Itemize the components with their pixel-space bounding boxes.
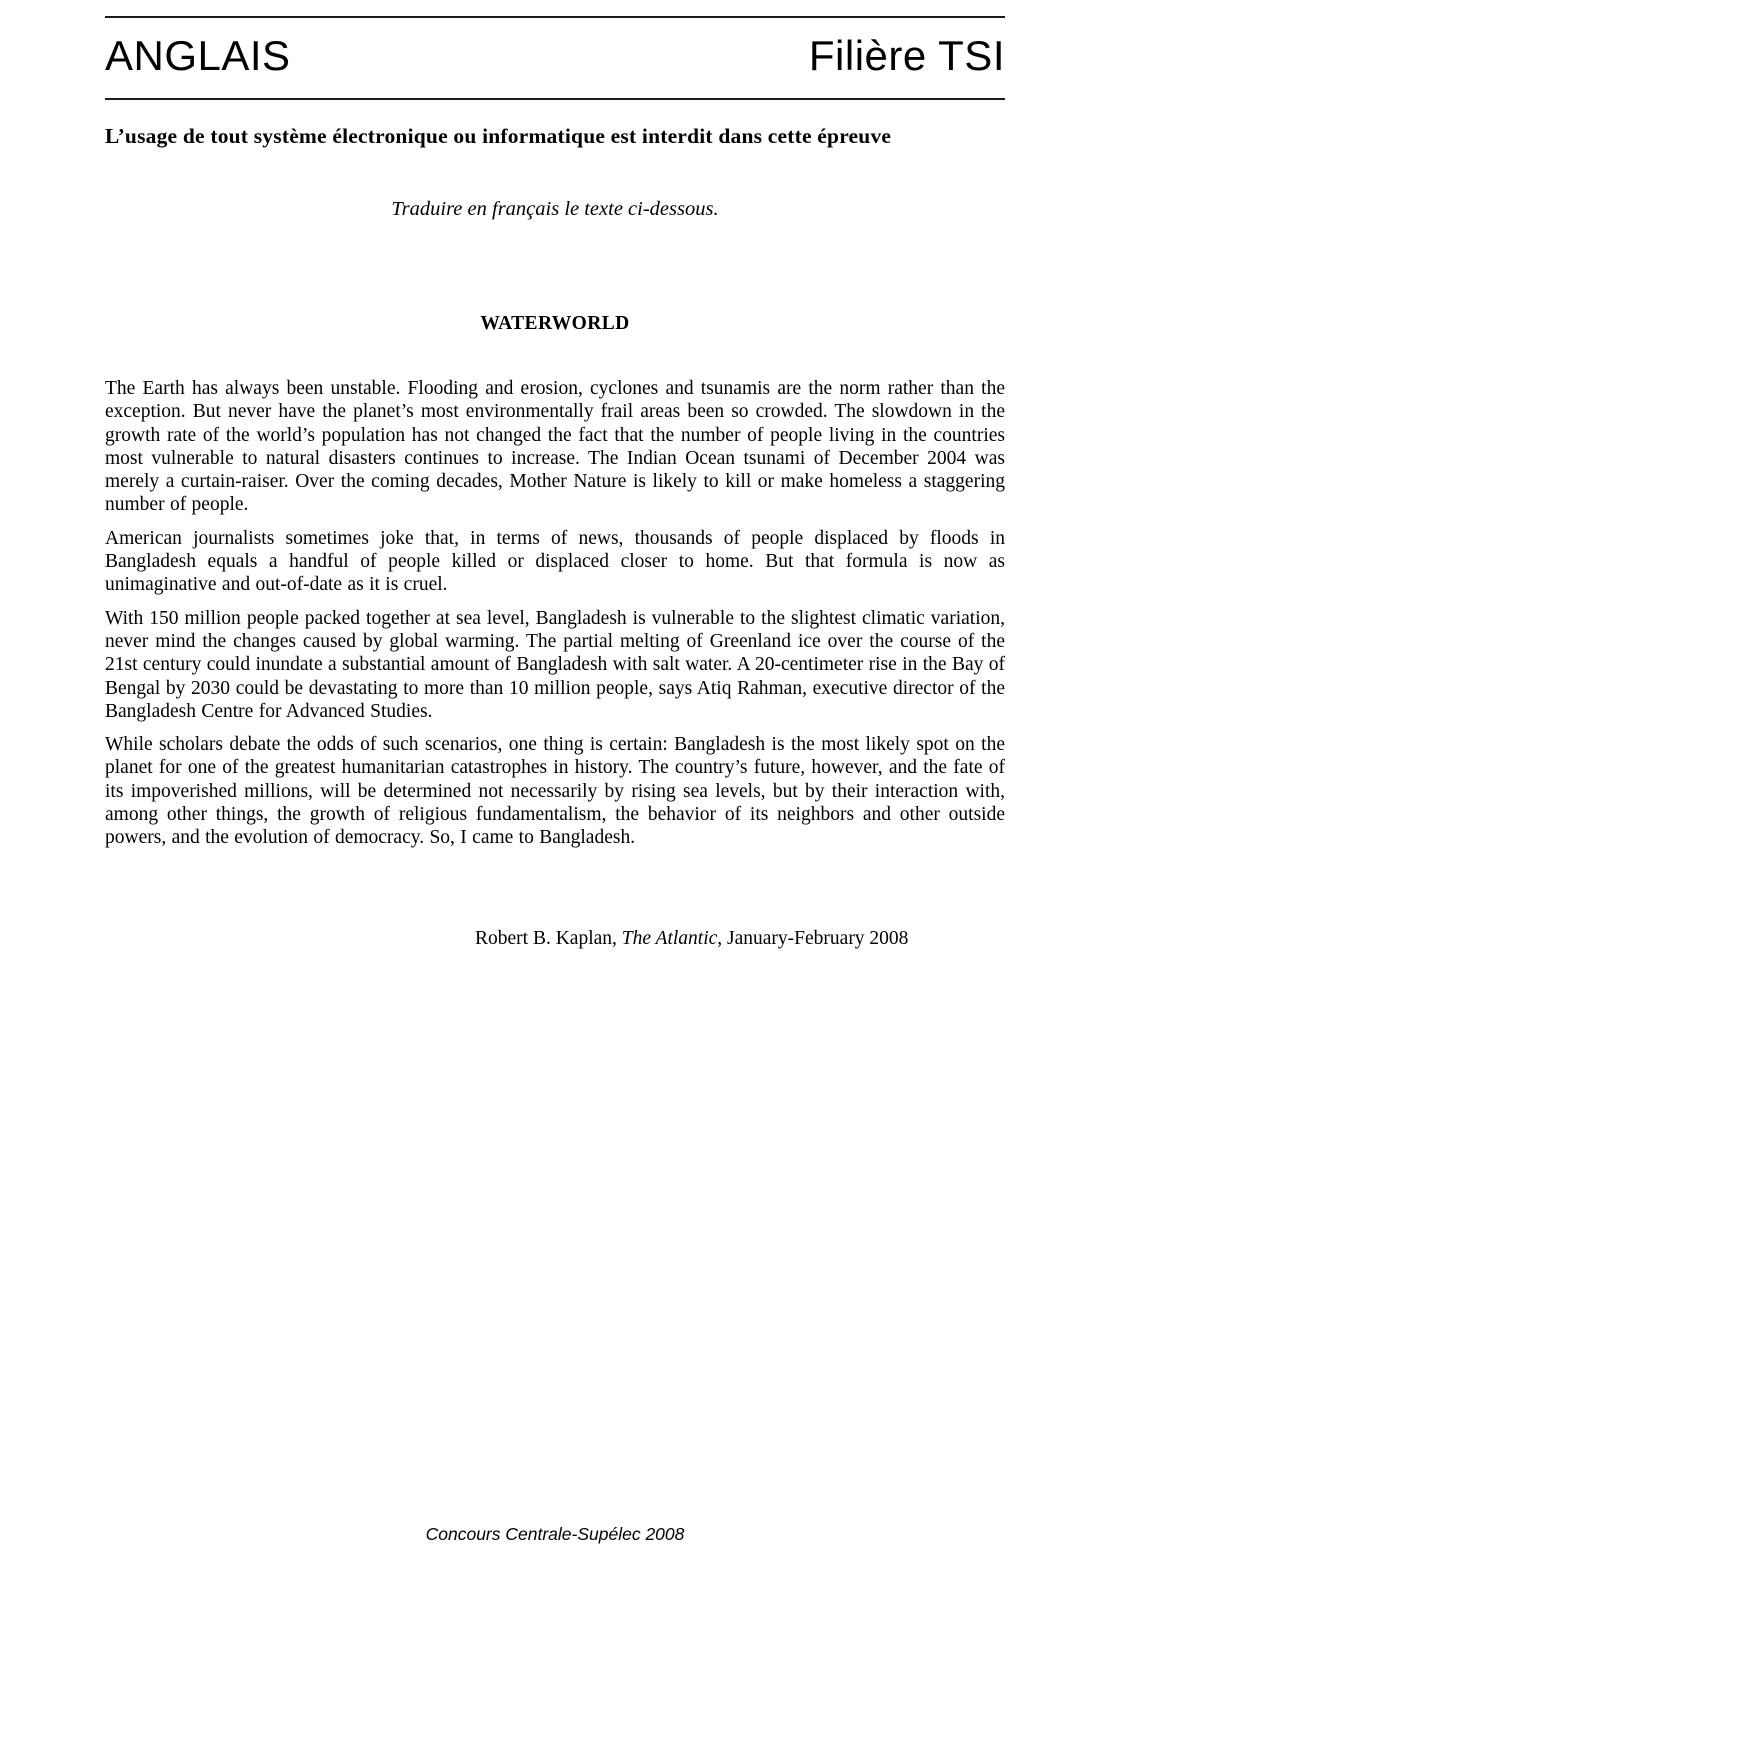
attribution-line	[475, 928, 1005, 950]
text-title: WATERWORLD	[480, 313, 630, 334]
attribution-author: Robert B. Kaplan,	[475, 927, 622, 949]
footer-text: Concours Centrale-Supélec 2008	[425, 1524, 685, 1544]
paragraph-1: The Earth has always been unstable. Flooding and erosion, cyclones and tsunamis are the norm rather than the exception. But never have the planet’s most environmentally frail areas been so crowded. The slowdown in the growth rate of the world’s population has not changed the fact that the number of people living in the countries most vulnerable to natural disasters continues to increase. The Indian Ocean tsunami of December 2004 was merely a curtain-raiser. Over the coming decades, Mother Nature is likely to kill or make homeless a staggering number of people.	[105, 378, 1005, 516]
text-body	[105, 377, 1005, 850]
attribution-date: , January-February 2008	[717, 927, 909, 949]
subject-title: ANGLAIS	[105, 32, 291, 79]
document-header	[105, 18, 1005, 98]
translation-instruction: Traduire en français le texte ci-dessous.	[391, 198, 719, 220]
document-content	[105, 0, 1005, 950]
header-bottom-rule	[105, 98, 1005, 100]
paragraph-2: American journalists sometimes joke that, in terms of news, thousands of people displaced by floods in Bangladesh equals a handful of people killed or displaced closer to home. But that formula is now as unimaginative and out-of-date as it is cruel.	[105, 527, 1005, 596]
attribution-source: The Atlantic	[621, 927, 718, 949]
paragraph-3: With 150 million people packed together at sea level, Bangladesh is vulnerable to the slightest climatic variation, never mind the changes caused by global warming. The partial melting of Greenland ice over the course of the 21st century could inundate a substantial amount of Bangladesh with salt water. A 20-centimeter rise in the Bay of Bengal by 2030 could be devastating to more than 10 million people, says Atiq Rahman, executive director of the Bangladesh Centre for Advanced Studies.	[105, 607, 1005, 722]
exam-notice: L’usage de tout système électronique ou informatique est interdit dans cette épreuve	[105, 124, 892, 148]
track-title: Filière TSI	[808, 32, 1005, 79]
paragraph-4: While scholars debate the odds of such scenarios, one thing is certain: Bangladesh is the most likely spot on the planet for one of the greatest humanitarian catastrophes in history. The country’s future, however, and the fate of its impoverished millions, will be determined not necessarily by rising sea levels, but by their interaction with, among other things, the growth of religious fundamentalism, the behavior of its neighbors and other outside powers, and the evolution of democracy. So, I came to Bangladesh.	[105, 734, 1005, 849]
